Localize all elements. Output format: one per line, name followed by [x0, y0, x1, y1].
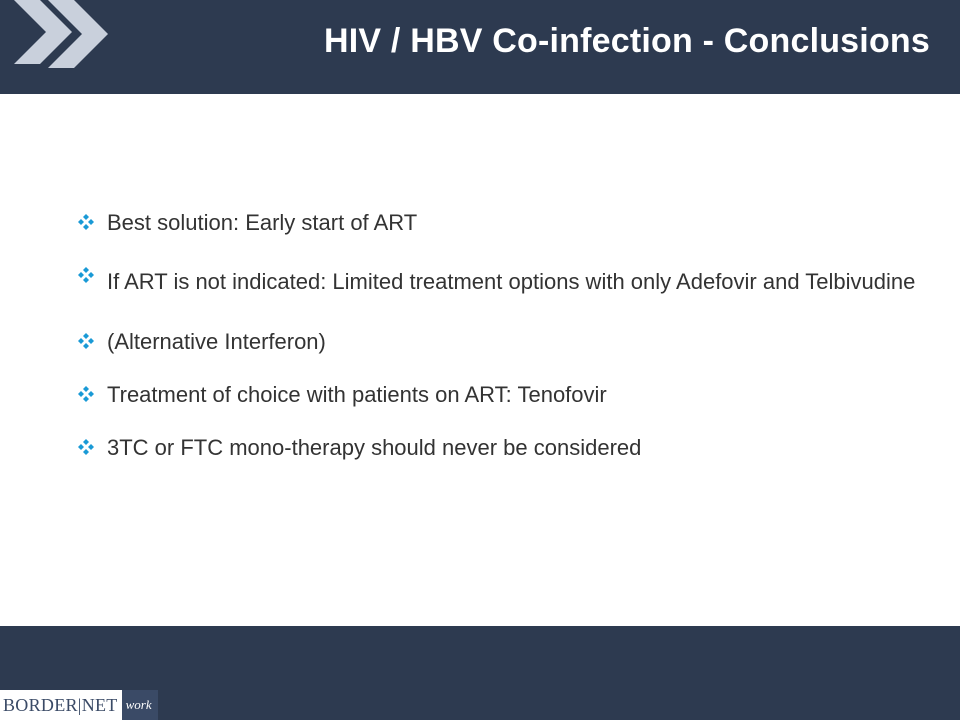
- bullet-text: 3TC or FTC mono-therapy should never be considered: [107, 435, 642, 460]
- logo-main-text: BORDER|NET: [0, 690, 122, 720]
- header-bar: [0, 0, 960, 94]
- page-title: HIV / HBV Co-infection - Conclusions: [324, 22, 930, 60]
- list-item: [76, 430, 916, 465]
- bullet-list: [76, 205, 916, 483]
- diamond-bullet-icon: [77, 438, 95, 456]
- bullet-text: (Alternative Interferon): [107, 329, 326, 354]
- bullet-text: Best solution: Early start of ART: [107, 210, 418, 235]
- logo-sub-text: work: [122, 690, 158, 720]
- diamond-bullet-icon: [77, 213, 95, 231]
- bordernet-logo: [0, 690, 158, 720]
- diamond-bullet-icon: [77, 385, 95, 403]
- list-item: [76, 324, 916, 359]
- bullet-text: If ART is not indicated: Limited treatment options with only Adefovir and Telbivudine: [107, 269, 916, 294]
- diamond-bullet-icon: [77, 332, 95, 350]
- list-item: [76, 377, 916, 412]
- bullet-text: Treatment of choice with patients on ART: Tenofovir: [107, 382, 607, 407]
- list-item: [76, 205, 916, 240]
- list-item: [76, 258, 916, 306]
- diamond-bullet-icon: [77, 266, 95, 284]
- double-chevron-icon: [0, 0, 130, 94]
